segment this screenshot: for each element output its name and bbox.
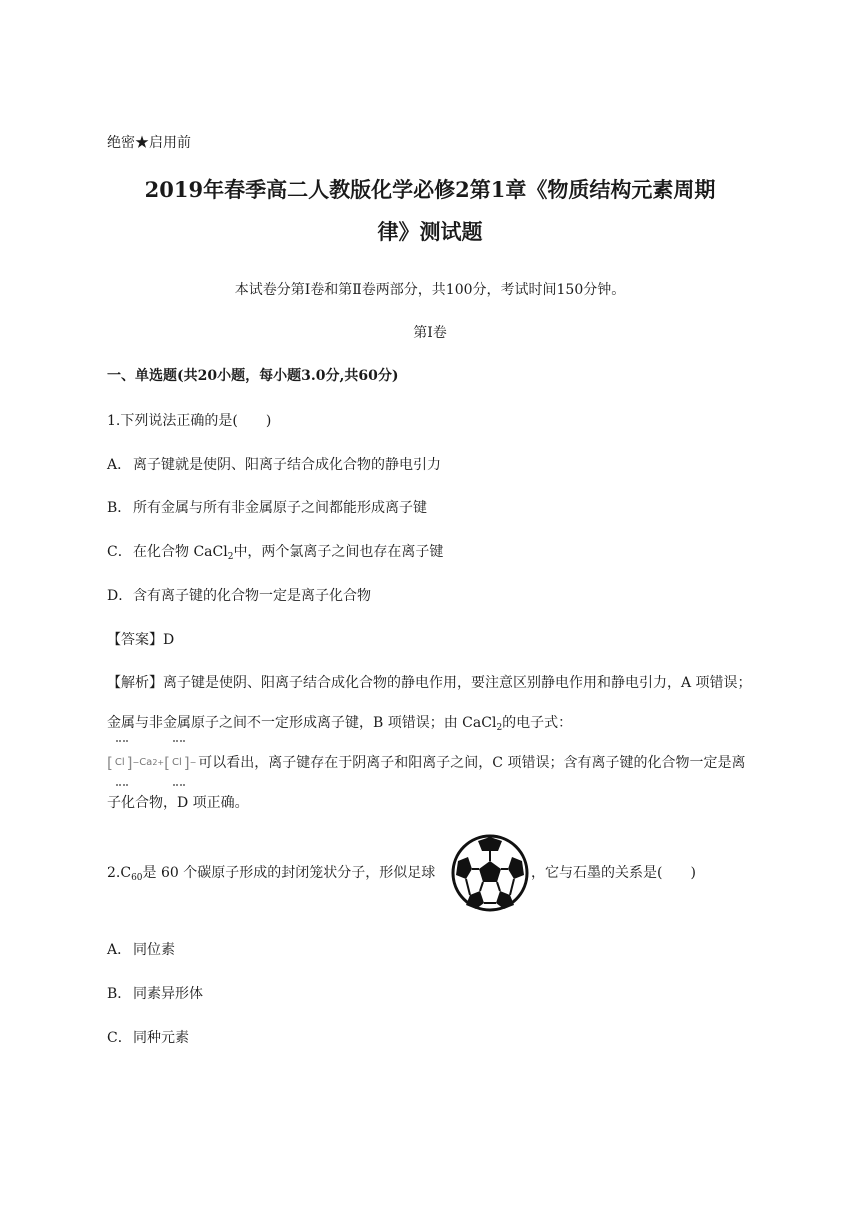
subscript: 2 xyxy=(227,552,234,562)
section-heading: 一、单选题(共20小题，每小题3.0分,共60分) xyxy=(107,368,399,384)
option-text-before: 在化合物 CaCl xyxy=(133,544,228,560)
q2-stem-suffix: ，它与石墨的关系是( ) xyxy=(531,865,696,881)
exam-intro: 本试卷分第Ⅰ卷和第Ⅱ卷两部分，共100分，考试时间150分钟。 xyxy=(234,282,626,298)
chlorine-symbol: Cl xyxy=(170,743,184,783)
subscript: 2 xyxy=(496,723,503,733)
q1-option-d xyxy=(107,586,371,606)
option-letter: C． xyxy=(107,1030,132,1046)
soccer-ball-icon xyxy=(450,833,530,913)
charge-minus: − xyxy=(189,758,197,767)
option-letter: B． xyxy=(107,500,132,516)
q2-stem xyxy=(107,863,435,883)
bracket-open: [ xyxy=(107,754,113,772)
calcium-charge: 2+ xyxy=(152,758,165,767)
option-text: 离子键就是使阴、阳离子结合成化合物的静电引力 xyxy=(133,457,441,473)
bracket-close: ] xyxy=(183,754,190,772)
analysis-part-2: 的电子式： xyxy=(502,715,573,731)
option-text: 同位素 xyxy=(133,942,175,958)
calcium-symbol: Ca xyxy=(139,757,153,768)
q2-option-a xyxy=(107,940,175,960)
option-text-after: 中，两个氯离子之间也存在离子键 xyxy=(233,544,444,560)
q1-option-c xyxy=(107,542,443,562)
bracket-close: ] xyxy=(126,754,133,772)
q1-option-a xyxy=(107,455,441,475)
subscript: 60 xyxy=(131,873,143,883)
option-text: 同素异形体 xyxy=(133,986,203,1002)
analysis-label: 【解析】 xyxy=(107,675,163,691)
q1-analysis xyxy=(107,663,757,823)
option-letter: A． xyxy=(107,942,132,958)
stem-mid: 是 60 个碳原子形成的封闭笼状分子，形似足球 xyxy=(142,865,436,881)
option-letter: C． xyxy=(107,544,132,560)
option-letter: B． xyxy=(107,986,132,1002)
cacl2-electron-formula xyxy=(107,751,196,775)
chlorine-symbol: Cl xyxy=(113,743,127,783)
q1-stem: 1.下列说法正确的是( ) xyxy=(107,413,272,429)
option-text: 所有金属与所有非金属原子之间都能形成离子键 xyxy=(133,500,427,516)
analysis-part-1: 离子键是使阴、阳离子结合成化合物的静电作用，要注意区别静电作用和静电引力，A 项错误；金属与非金属原子之间不一定形成离子键，B 项错误；由 CaCl xyxy=(107,675,752,731)
bracket-open: [ xyxy=(164,754,170,772)
q2-option-b xyxy=(107,984,203,1004)
secret-label: 绝密★启用前 xyxy=(107,135,191,151)
q1-answer: 【答案】D xyxy=(107,632,175,648)
option-text: 含有离子键的化合物一定是离子化合物 xyxy=(133,588,371,604)
title-line-1: 2019年春季高二人教版化学必修2第1章《物质结构元素周期 xyxy=(144,177,716,202)
charge-minus: − xyxy=(132,758,140,767)
option-letter: A． xyxy=(107,457,132,473)
q1-option-b xyxy=(107,498,427,518)
option-letter: D． xyxy=(107,588,133,604)
volume-label: 第Ⅰ卷 xyxy=(413,325,447,341)
analysis-part-3: 可以看出，离子键存在于阴离子和阳离子之间，C 项错误；含有离子键的化合物一定是离子化合物，D 项正确。 xyxy=(107,755,746,811)
q2-option-c xyxy=(107,1028,189,1048)
option-text: 同种元素 xyxy=(133,1030,189,1046)
stem-prefix: 2.C xyxy=(107,865,132,881)
title-line-2: 律》测试题 xyxy=(377,219,483,244)
